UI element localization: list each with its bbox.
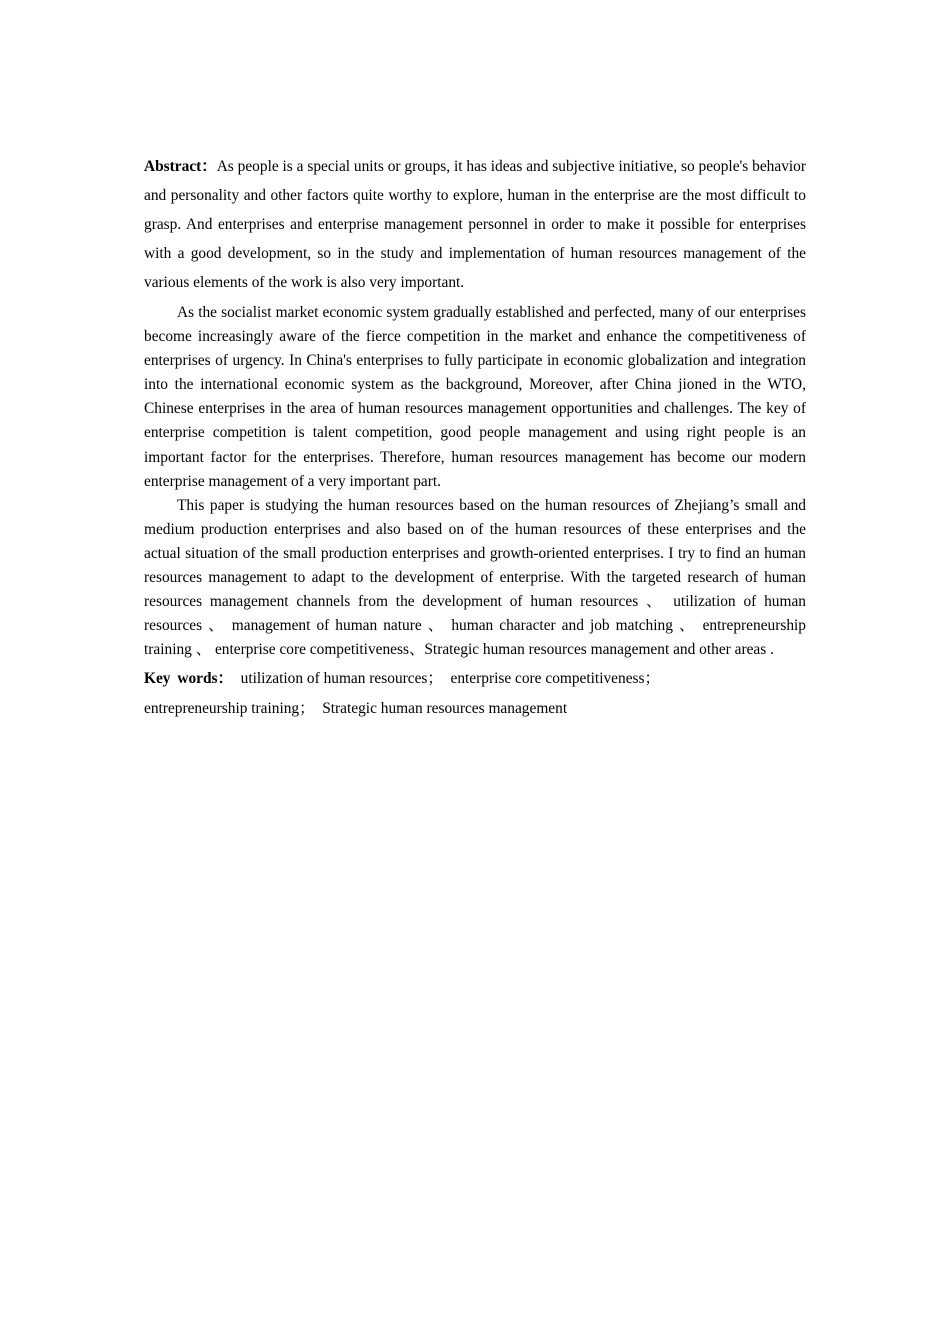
keywords-list-part-1: utilization of human resources； enterprise core competitiveness；	[232, 670, 660, 688]
abstract-paragraph	[144, 152, 806, 297]
abstract-label: Abstract：	[144, 158, 217, 175]
body-paragraph-1: As the socialist market economic system gradually established and perfected, many of our enterprises become increasingly aware of the fierce competition in the market and enhance the competitiveness of enterprises of urgency. In China's enterprises to fully participate in economic globalization and integration into the international economic system as the background, Moreover, after China jioned in the WTO, Chinese enterprises in the area of human resources management opportunities and challenges. The key of enterprise competition is talent competition, good people management and using right people is an important factor for the enterprises. Therefore, human resources management has become our modern enterprise management of a very important part.	[144, 304, 806, 490]
keywords-colon: ：	[217, 670, 233, 688]
keywords-line-2	[144, 694, 806, 724]
abstract-text: As people is a special units or groups, it has ideas and subjective initiative, so people's behavior and personality and other factors quite worthy to explore, human in the enterprise are the most difficult to grasp. And enterprises and enterprise management personnel in order to make it possible for enterprises with a good development, so in the study and implementation of human resources management of the various elements of the work is also very important.	[144, 158, 806, 291]
keywords-label: Key words	[144, 670, 218, 688]
keywords-section	[144, 664, 806, 724]
keywords-list-part-2: entrepreneurship training； Strategic human resources management	[144, 700, 568, 718]
document-page	[144, 152, 806, 724]
body-paragraph-2: This paper is studying the human resources based on the human resources of Zhejiang’s small and medium production enterprises and also based on of the human resources of these enterprises and the actual situation of the small production enterprises and growth-oriented enterprises. I try to find an human resources management to adapt to the development of enterprise. With the targeted research of human resources management channels from the development of human resources 、 utilization of human resources 、 management of human nature 、 human character and job matching 、 entrepreneurship training 、 enterprise core competitiveness、Strategic human resources management and other areas .	[144, 496, 806, 659]
keywords-line-1	[144, 664, 806, 694]
